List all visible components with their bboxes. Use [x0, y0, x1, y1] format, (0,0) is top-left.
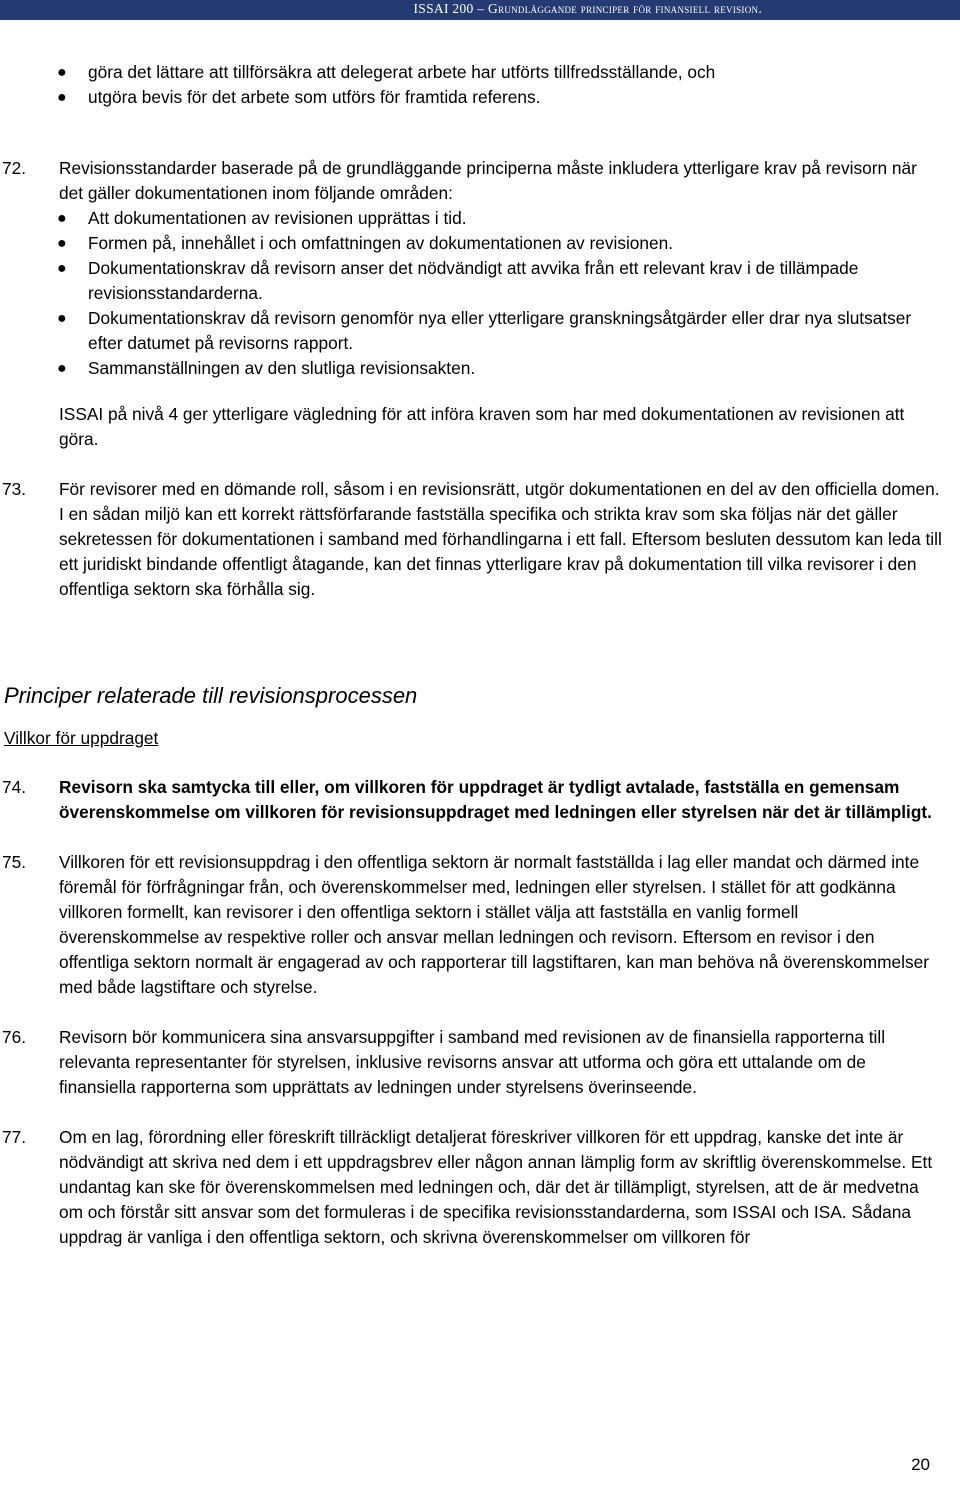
bullet-icon: ● — [57, 89, 67, 106]
paragraph-73 — [0, 477, 960, 602]
paragraph-72-bullet-list — [0, 206, 960, 381]
bullet-icon: ● — [57, 210, 67, 227]
paragraph-72-note — [0, 402, 960, 452]
bullet-icon: ● — [57, 310, 67, 327]
section-heading: Principer relaterade till revisionsprocessen — [4, 683, 418, 708]
paragraph-text: Om en lag, förordning eller föreskrift tillräckligt detaljerat föreskriver villkoren för ett uppdrag, kanske det inte är nödvändigt att skriva ned dem i ett uppdragsbrev eller någon annan lämplig form av skriftlig överenskommelse. Ett undantag kan ske för överenskommelsen med ledningen och, där det är tillämpligt, styrelsen, att de är medvetna om och förstår sitt ansvar som det formuleras i de specifika revisionsstandarderna, som ISSAI och ISA. Sådana uppdrag är vanliga i den offentliga sektorn, och skrivna överenskommelser om villkoren för — [59, 1127, 933, 1247]
list-item: ● Att dokumentationen av revisionen upprättas i tid. — [0, 206, 960, 231]
header-band — [0, 0, 960, 20]
intro-bullet-list — [0, 60, 960, 110]
paragraph-text: För revisorer med en dömande roll, såsom i en revisionsrätt, utgör dokumentationen en del av den officiella domen. I en sådan miljö kan ett korrekt rättsförfarande fastställa specifika och strikta krav som ska följas när det gäller sekretessen för dokumentationen i samband med förhandlingarna i ett fall. Eftersom besluten dessutom kan leda till ett juridiskt bindande offentligt åtagande, kan det finnas ytterligare krav på dokumentation till vilka revisorer i den offentliga sektorn ska förhålla sig. — [59, 479, 942, 599]
paragraph-77 — [0, 1125, 960, 1250]
page-content — [0, 60, 960, 1250]
paragraph-number: 77. — [2, 1127, 27, 1147]
paragraph-text: Villkoren för ett revisionsuppdrag i den offentliga sektorn är normalt fastställda i lag eller mandat och därmed inte föremål för förfrågningar från, och överenskommelser med, ledningen eller styrelsen. I stället för att godkänna villkoren formellt, kan revisorer i den offentliga sektorn i stället välja att fastställa en vanlig formell överenskommelse av respektive roller och ansvar mellan ledningen och revisorn. Eftersom en revisor i den offentliga sektorn normalt är engagerad av och rapporterar till lagstiftaren, kan man behöva nå överenskommelser med både lagstiftare och styrelse. — [59, 852, 929, 997]
paragraph-72 — [0, 156, 960, 206]
paragraph-text: Revisorn bör kommunicera sina ansvarsuppgifter i samband med revisionen av de finansiella rapporterna till relevanta representanter för styrelsen, inklusive revisorns ansvar att utforma och göra ett uttalande om de finansiella rapporterna som upprättats av ledningen under styrelsens överinseende. — [59, 1027, 886, 1097]
bullet-icon: ● — [57, 235, 67, 252]
bullet-icon: ● — [57, 360, 67, 377]
paragraph-number: 76. — [2, 1027, 27, 1047]
paragraph-74 — [0, 775, 960, 825]
paragraph-text: ISSAI på nivå 4 ger ytterligare vägledning för att införa kraven som har med dokumentationen av revisionen att göra. — [59, 404, 905, 449]
paragraph-number: 74. — [2, 777, 27, 797]
paragraph-number: 75. — [2, 852, 27, 872]
bullet-icon: ● — [57, 64, 67, 81]
paragraph-number: 73. — [2, 479, 27, 499]
section-subheading: Villkor för uppdraget — [4, 728, 159, 748]
paragraph-text: Revisorn ska samtycka till eller, om villkoren för uppdraget är tydligt avtalade, fastställa en gemensam överenskommelse om villkoren för revisionsuppdraget med ledningen eller styrelsen när det är tillämpligt. — [59, 777, 932, 822]
page-number: 20 — [911, 1455, 930, 1474]
list-item: ● Sammanställningen av den slutliga revisionsakten. — [0, 356, 960, 381]
list-item: ● göra det lättare att tillförsäkra att delegerat arbete har utförts tillfredsställande, och — [0, 60, 960, 85]
document-title: ISSAI 200 – Grundläggande principer för finansiell revision. — [413, 1, 762, 16]
list-item: ● Formen på, innehållet i och omfattningen av dokumentationen av revisionen. — [0, 231, 960, 256]
paragraph-number: 72. — [2, 158, 27, 178]
paragraph-75 — [0, 850, 960, 1000]
list-item: ● Dokumentationskrav då revisorn genomför nya eller ytterligare granskningsåtgärder eller drar nya slutsatser efter datumet på revisorns rapport. — [57, 308, 912, 353]
list-item: ● Dokumentationskrav då revisorn anser det nödvändigt att avvika från ett relevant krav i de tillämpade revisionsstandarderna. — [57, 258, 859, 303]
paragraph-76 — [0, 1025, 960, 1100]
list-item: ● utgöra bevis för det arbete som utförs för framtida referens. — [0, 85, 960, 110]
bullet-icon: ● — [57, 260, 67, 277]
paragraph-text: Revisionsstandarder baserade på de grundläggande principerna måste inkludera ytterligare krav på revisorn när det gäller dokumentationen inom följande områden: — [59, 158, 917, 203]
